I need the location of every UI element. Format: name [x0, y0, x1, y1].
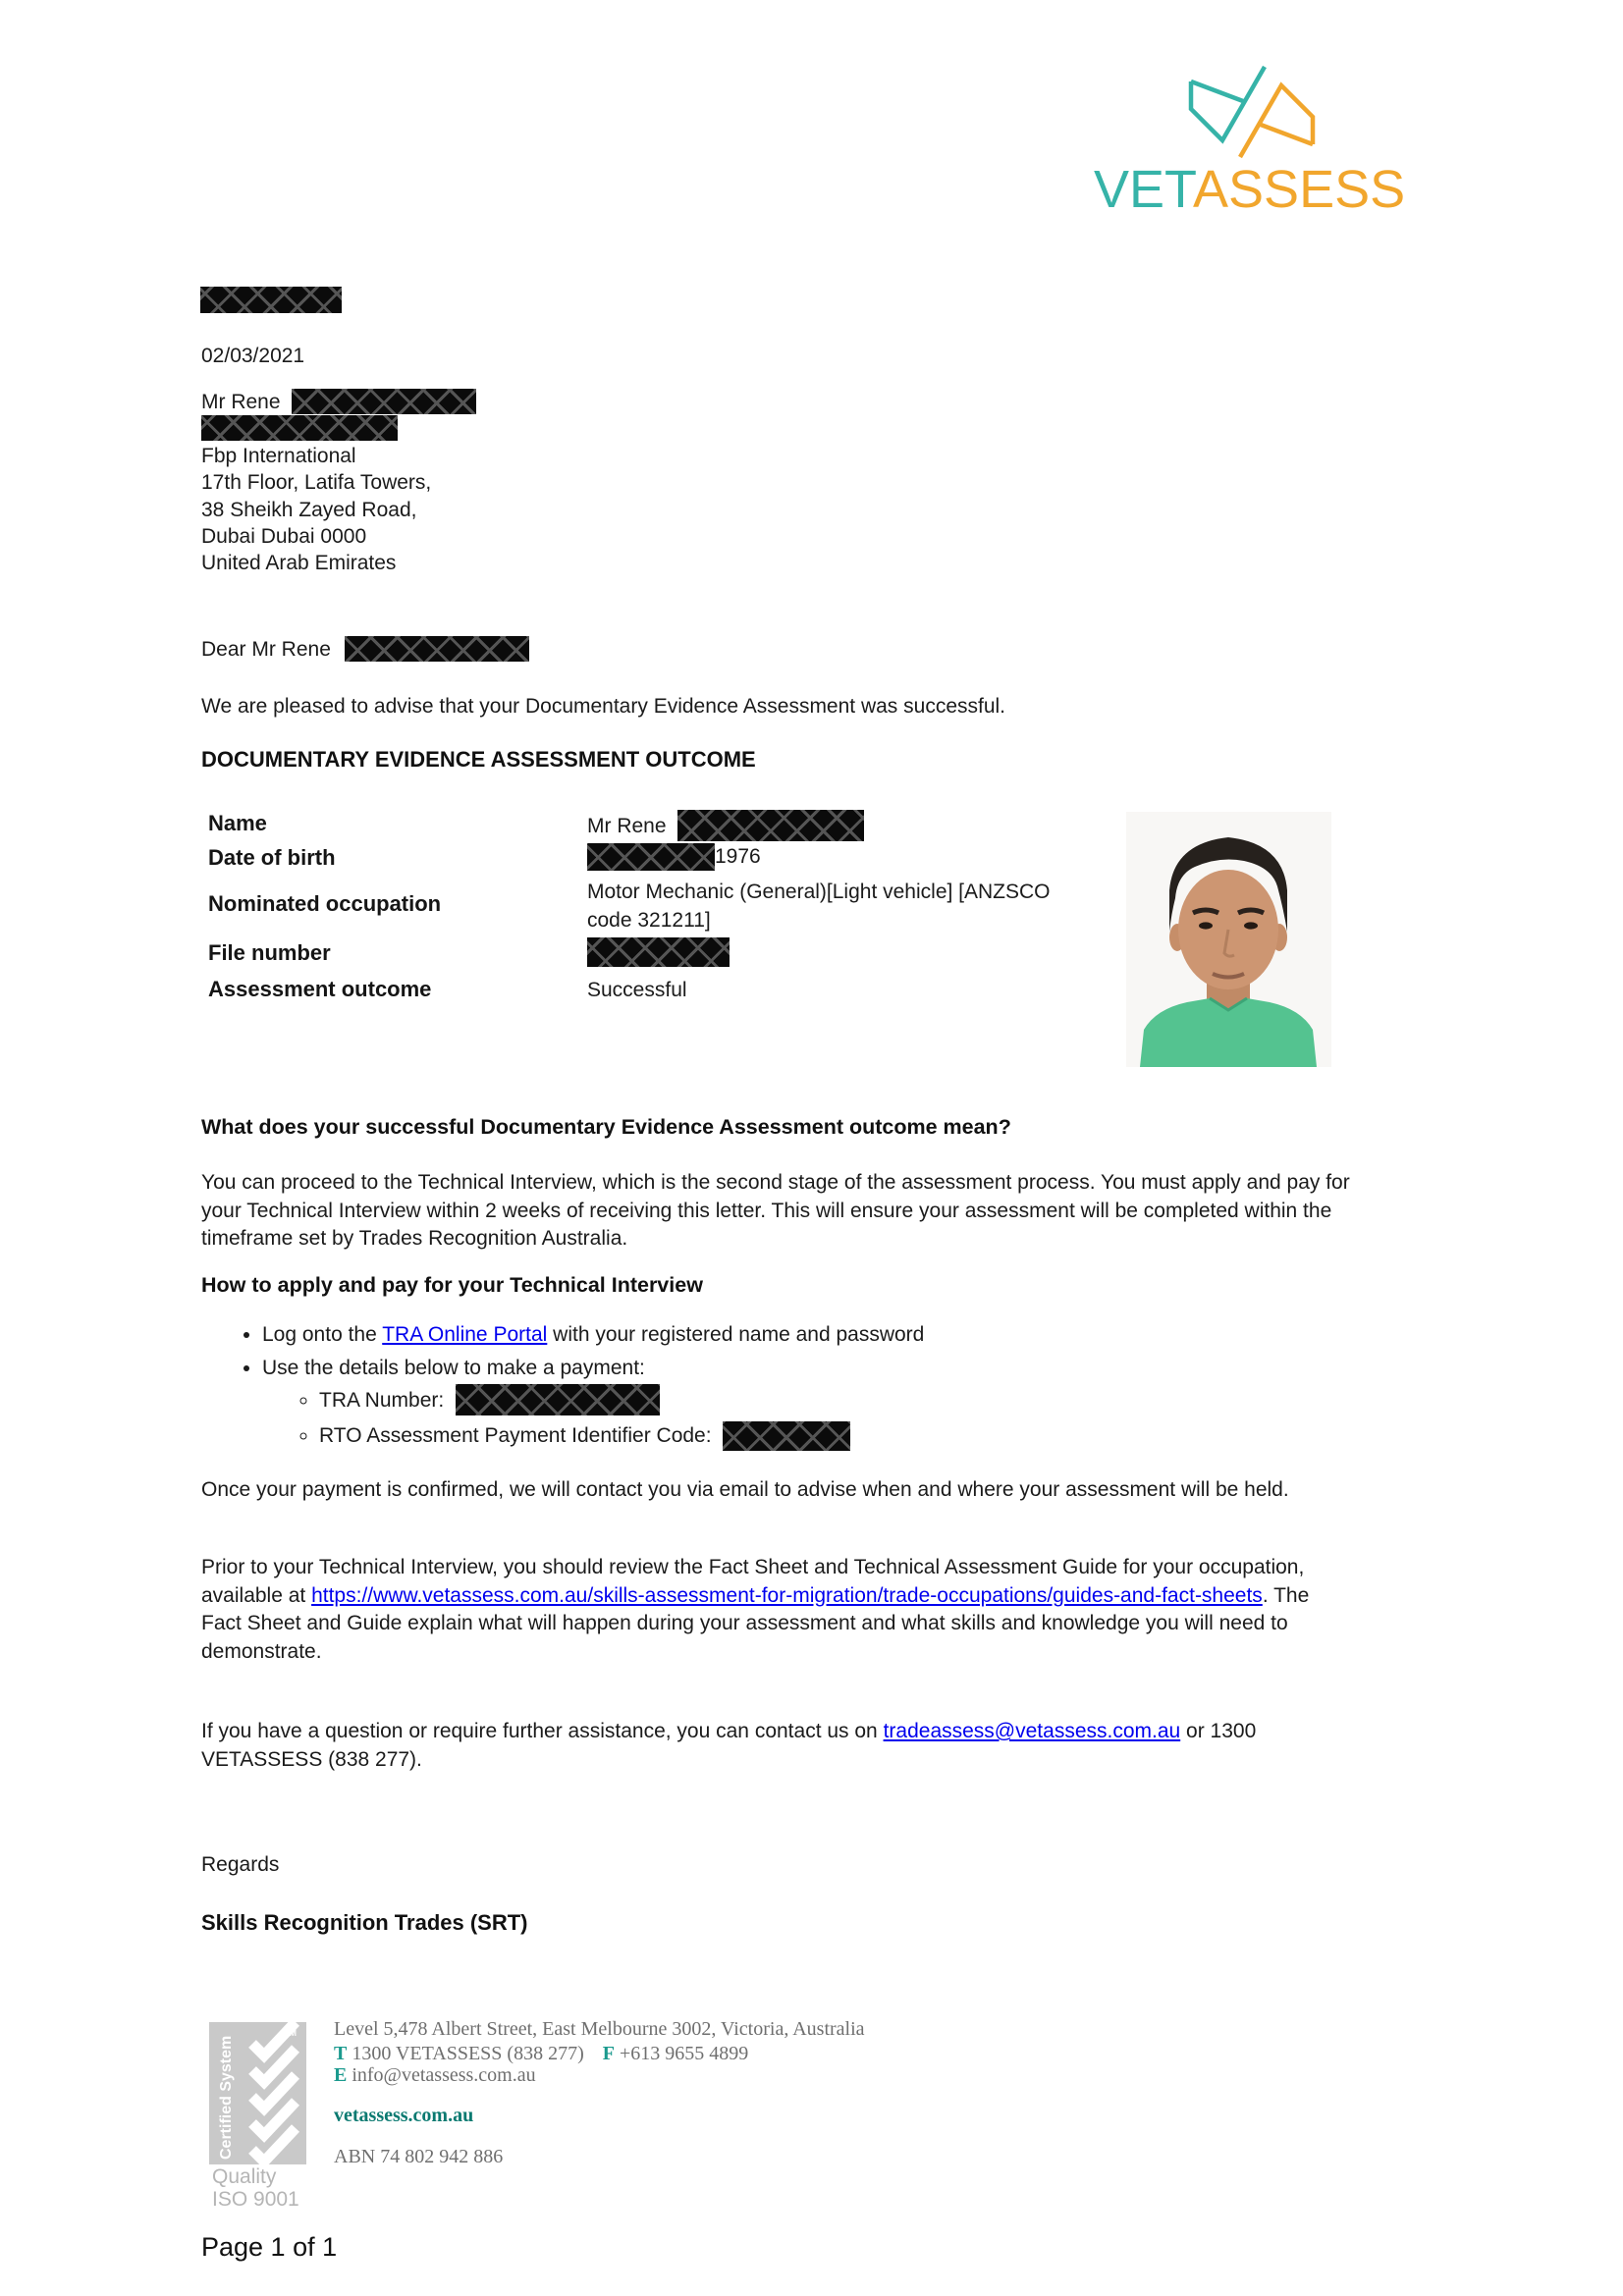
page-number: Page 1 of 1 — [201, 2232, 338, 2262]
outcome-heading: DOCUMENTARY EVIDENCE ASSESSMENT OUTCOME — [201, 747, 756, 772]
bullet1-pre: Log onto the — [262, 1323, 383, 1346]
recipient-name-prefix: Mr Rene — [201, 391, 281, 413]
table-occupation-line2: code 321211] — [587, 909, 711, 932]
recipient-address2: 38 Sheikh Zayed Road, — [201, 498, 417, 521]
wordmark-vet: VET — [1094, 160, 1194, 219]
table-dob-value — [587, 843, 761, 871]
tradeassess-email-link[interactable]: tradeassess@vetassess.com.au — [883, 1720, 1181, 1742]
footer-phone: 1300 VETASSESS (838 277) — [352, 2043, 584, 2064]
table-outcome-value: Successful — [587, 979, 687, 1001]
rto-code-label: RTO Assessment Payment Identifier Code: — [319, 1424, 712, 1447]
contact-post: or 1300 VETASSESS (838 277). — [201, 1720, 1257, 1771]
applicant-photo — [1126, 812, 1331, 1067]
table-occupation-label: Nominated occupation — [208, 891, 442, 916]
salutation-prefix: Dear Mr Rene — [201, 638, 331, 661]
recipient-address4: United Arab Emirates — [201, 552, 397, 575]
letter-date: 02/03/2021 — [201, 345, 305, 367]
list-item-rto-code — [319, 1421, 1360, 1451]
footer-phone-fax-line — [334, 2043, 748, 2065]
tra-number-label: TRA Number: — [319, 1389, 445, 1412]
table-dob-suffix: 1976 — [715, 845, 761, 868]
footer-abn: ABN 74 802 942 886 — [334, 2146, 504, 2167]
recipient-name-line — [201, 389, 790, 415]
vetassess-logo-mark-icon — [1186, 57, 1324, 167]
fact-sheets-link[interactable]: https://www.vetassess.com.au/skills-assessment-for-migration/trade-occupations/guides-and-fact-sheets — [311, 1583, 1263, 1607]
redacted-name-block — [292, 389, 476, 414]
table-name-prefix: Mr Rene — [587, 815, 667, 837]
footer-website: vetassess.com.au — [334, 2105, 474, 2126]
footer-t-label: T — [334, 2043, 348, 2064]
iso-quality-text: Quality — [212, 2165, 277, 2188]
table-occupation-line1: Motor Mechanic (General)[Light vehicle] [ANZSCO — [587, 881, 1051, 903]
iso-tm-text: TM — [284, 2028, 297, 2038]
table-dob-label: Date of birth — [208, 845, 336, 870]
applicant-portrait-image — [1126, 812, 1331, 1067]
iso-certified-system-icon — [209, 2022, 306, 2164]
contact-pre: If you have a question or require further assistance, you can contact us on — [201, 1720, 884, 1742]
redacted-rto-code — [723, 1421, 850, 1451]
vetassess-wordmark — [1094, 160, 1406, 219]
table-file-value — [587, 937, 730, 967]
footer-e-label: E — [334, 2064, 348, 2086]
bullet2-text: Use the details below to make a payment: — [262, 1357, 645, 1379]
table-file-label: File number — [208, 940, 331, 965]
footer-fax: +613 9655 4899 — [619, 2043, 749, 2064]
regards-text: Regards — [201, 1853, 280, 1876]
intro-paragraph: We are pleased to advise that your Documentary Evidence Assessment was successful. — [201, 695, 1006, 718]
footer-email: info@vetassess.com.au — [352, 2064, 536, 2086]
list-item-tra-number — [319, 1384, 1360, 1415]
prior-pre: Prior to your Technical Interview, you should review the Fact Sheet and Technical Assessment Guide for your occupation, available at — [201, 1556, 1305, 1607]
bullet1-post: with your registered name and password — [547, 1323, 925, 1346]
meaning-paragraph: You can proceed to the Technical Interview, which is the second stage of the assessment process. You must apply and pay for your Technical Interview within 2 weeks of receiving this letter. This will ensure your assessment will be completed within the timeframe set by Trades Recognition Australia. — [201, 1171, 1350, 1250]
iso-certified-system-text: Certified System — [218, 2035, 235, 2160]
salutation-line — [201, 636, 529, 665]
redacted-salutation-name — [345, 636, 529, 662]
how-to-list — [201, 1321, 1360, 1457]
table-name-value — [587, 810, 864, 841]
redacted-reference-block — [200, 287, 342, 313]
recipient-redacted-line — [201, 415, 790, 442]
payment-paragraph: Once your payment is confirmed, we will contact you via email to advise when and where your assessment will be held. — [201, 1478, 1289, 1501]
meaning-heading: What does your successful Documentary Evidence Assessment outcome mean? — [201, 1115, 1011, 1139]
recipient-address-block — [201, 389, 790, 577]
contact-paragraph — [201, 1718, 1350, 1774]
iso-certification-logo — [209, 2022, 306, 2169]
wordmark-assess: ASSESS — [1193, 160, 1406, 219]
redacted-table-name — [677, 810, 864, 841]
table-name-label: Name — [208, 811, 267, 835]
footer-f-label: F — [602, 2043, 615, 2064]
table-occupation-value — [587, 878, 1051, 934]
list-item-portal — [262, 1321, 1360, 1349]
recipient-company: Fbp International — [201, 444, 356, 467]
redacted-address-block — [201, 415, 398, 441]
redacted-table-file-number — [587, 937, 730, 967]
redacted-table-dob — [587, 843, 715, 871]
prior-post: . The Fact Sheet and Guide explain what will happen during your assessment and what skills and knowledge you will need to demonstrate. — [201, 1583, 1310, 1663]
recipient-address1: 17th Floor, Latifa Towers, — [201, 471, 432, 495]
how-to-heading: How to apply and pay for your Technical Interview — [201, 1273, 703, 1297]
recipient-address3: Dubai Dubai 0000 — [201, 525, 367, 549]
list-item-payment — [262, 1355, 1360, 1451]
footer-email-line — [334, 2064, 536, 2087]
redacted-tra-number — [456, 1384, 660, 1415]
prior-paragraph — [201, 1554, 1350, 1666]
iso-standard-text: ISO 9001 — [212, 2188, 299, 2211]
table-outcome-label: Assessment outcome — [208, 977, 432, 1001]
signature-text: Skills Recognition Trades (SRT) — [201, 1910, 528, 1935]
footer-street-address: Level 5,478 Albert Street, East Melbourne 3002, Victoria, Australia — [334, 2018, 865, 2040]
tra-online-portal-link[interactable]: TRA Online Portal — [382, 1323, 548, 1346]
